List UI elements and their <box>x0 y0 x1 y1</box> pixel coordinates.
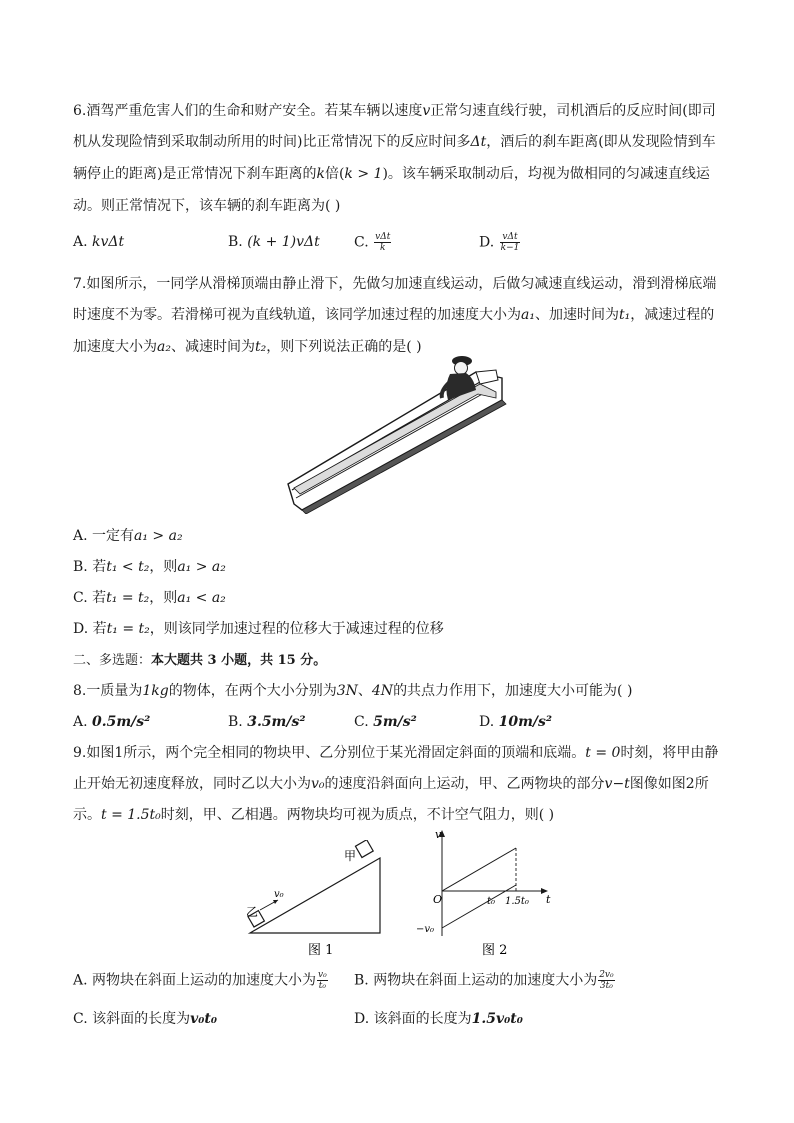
q6-line4: 动。则正常情况下，该车辆的刹车距离为( ) <box>73 198 341 214</box>
q6-option-c[interactable]: C. $\frac{\text{vΔt}}{k}$ <box>354 232 391 253</box>
figure-1-caption: 图 1 <box>308 943 334 958</box>
q7-option-d[interactable]: D. 若t₁ = t₂，则该同学加速过程的位移大于减速过程的位移 <box>73 621 444 637</box>
q6-line2: 机从发现险情到采取制动所用的时间)比正常情况下的反应时间多Δt，酒后的刹车距离(即从发现险情到车 <box>73 134 716 150</box>
q9-option-d[interactable]: D. 该斜面的长度为1.5v₀t₀ <box>354 1011 523 1027</box>
fraction: $\frac{\text{vΔt}}{k}$ <box>375 232 391 253</box>
q6-line1: 6.酒驾严重危害人们的生命和财产安全。若某车辆以速度v正常匀速直线行驶，司机酒后的反应时间(即司 <box>73 103 716 119</box>
q9-line2: 止开始无初速度释放，同时乙以大小为v₀的速度沿斜面向上运动，甲、乙两物块的部分v−t图像如图2所 <box>73 776 709 792</box>
label-yi: 乙 <box>246 905 259 919</box>
q6-option-b[interactable]: B. (k + 1)vΔt <box>228 234 320 250</box>
incline-triangle <box>250 858 380 933</box>
axis-label-t: t <box>546 893 551 906</box>
line-jia <box>442 848 516 891</box>
figure-1-incline <box>240 840 390 960</box>
q9-option-a[interactable]: A. 两物块在斜面上运动的加速度大小为 $\frac{\text{v₀}}{\text{t₀}}$ <box>73 970 327 991</box>
slide-illustration <box>280 352 520 514</box>
section-heading: 二、多选题：本大题共 3 小题，共 15 分。 <box>73 653 327 668</box>
q9-line1: 9.如图1所示，两个完全相同的物块甲、乙分别位于某光滑固定斜面的顶端和底端。t = 0时刻，将甲由静 <box>73 745 719 761</box>
fraction: $\frac{\text{2v₀}}{\text{3t₀}}$ <box>599 970 614 991</box>
q8-option-b[interactable]: B. 3.5m/s² <box>228 714 306 730</box>
label-v0: v₀ <box>274 889 284 900</box>
q7-option-a[interactable]: A. 一定有a₁ > a₂ <box>73 528 183 544</box>
block-jia <box>355 840 373 858</box>
q7-line1: 7.如图所示，一同学从滑梯顶端由静止滑下，先做匀加速直线运动，后做匀减速直线运动，滑到滑梯底端 <box>73 276 717 292</box>
q7-line3: 加速度大小为a₂、减速时间为t₂，则下列说法正确的是( ) <box>73 339 422 355</box>
q8-option-a[interactable]: A. 0.5m/s² <box>73 714 151 730</box>
figure-2-vt-graph <box>416 826 558 960</box>
fraction: $\frac{\text{vΔt}}{k-1}$ <box>500 232 520 253</box>
q9-option-c[interactable]: C. 该斜面的长度为v₀t₀ <box>73 1011 217 1027</box>
q8-option-d[interactable]: D. 10m/s² <box>479 714 553 730</box>
axis-label-v: v <box>435 828 442 841</box>
q6-option-d[interactable]: D. $\frac{\text{vΔt}}{k-1}$ <box>479 232 520 253</box>
q6-line3: 辆停止的距离)是正常情况下刹车距离的k倍(k > 1)。该车辆采取制动后，均视为做相同的匀减速直线运 <box>73 166 710 182</box>
tick-1.5t0: 1.5t₀ <box>505 896 529 907</box>
figure-2-caption: 图 2 <box>482 943 508 958</box>
q6-option-a[interactable]: A. kvΔt <box>73 234 125 250</box>
q8-option-c[interactable]: C. 5m/s² <box>354 714 417 730</box>
fraction: $\frac{\text{v₀}}{\text{t₀}}$ <box>318 970 327 991</box>
label-jia: 甲 <box>344 849 357 863</box>
tick-neg-v0: −v₀ <box>416 924 435 935</box>
tick-t0: t₀ <box>487 896 496 907</box>
q8-line1: 8.一质量为1kg的物体，在两个大小分别为3N、4N的共点力作用下，加速度大小可能为( ) <box>73 683 633 699</box>
q7-option-b[interactable]: B. 若t₁ < t₂，则a₁ > a₂ <box>73 559 226 575</box>
q9-option-b[interactable]: B. 两物块在斜面上运动的加速度大小为 $\frac{\text{2v₀}}{\text{3t₀}}$ <box>354 970 614 991</box>
q7-option-c[interactable]: C. 若t₁ = t₂，则a₁ < a₂ <box>73 590 226 606</box>
q7-line2: 时速度不为零。若滑梯可视为直线轨道，该同学加速过程的加速度大小为a₁、加速时间为t₁，减速过程的 <box>73 307 715 323</box>
origin-label: O <box>433 893 443 906</box>
q9-line3: 示。t = 1.5t₀时刻，甲、乙相遇。两物块均可视为质点，不计空气阻力，则( ) <box>73 807 555 823</box>
